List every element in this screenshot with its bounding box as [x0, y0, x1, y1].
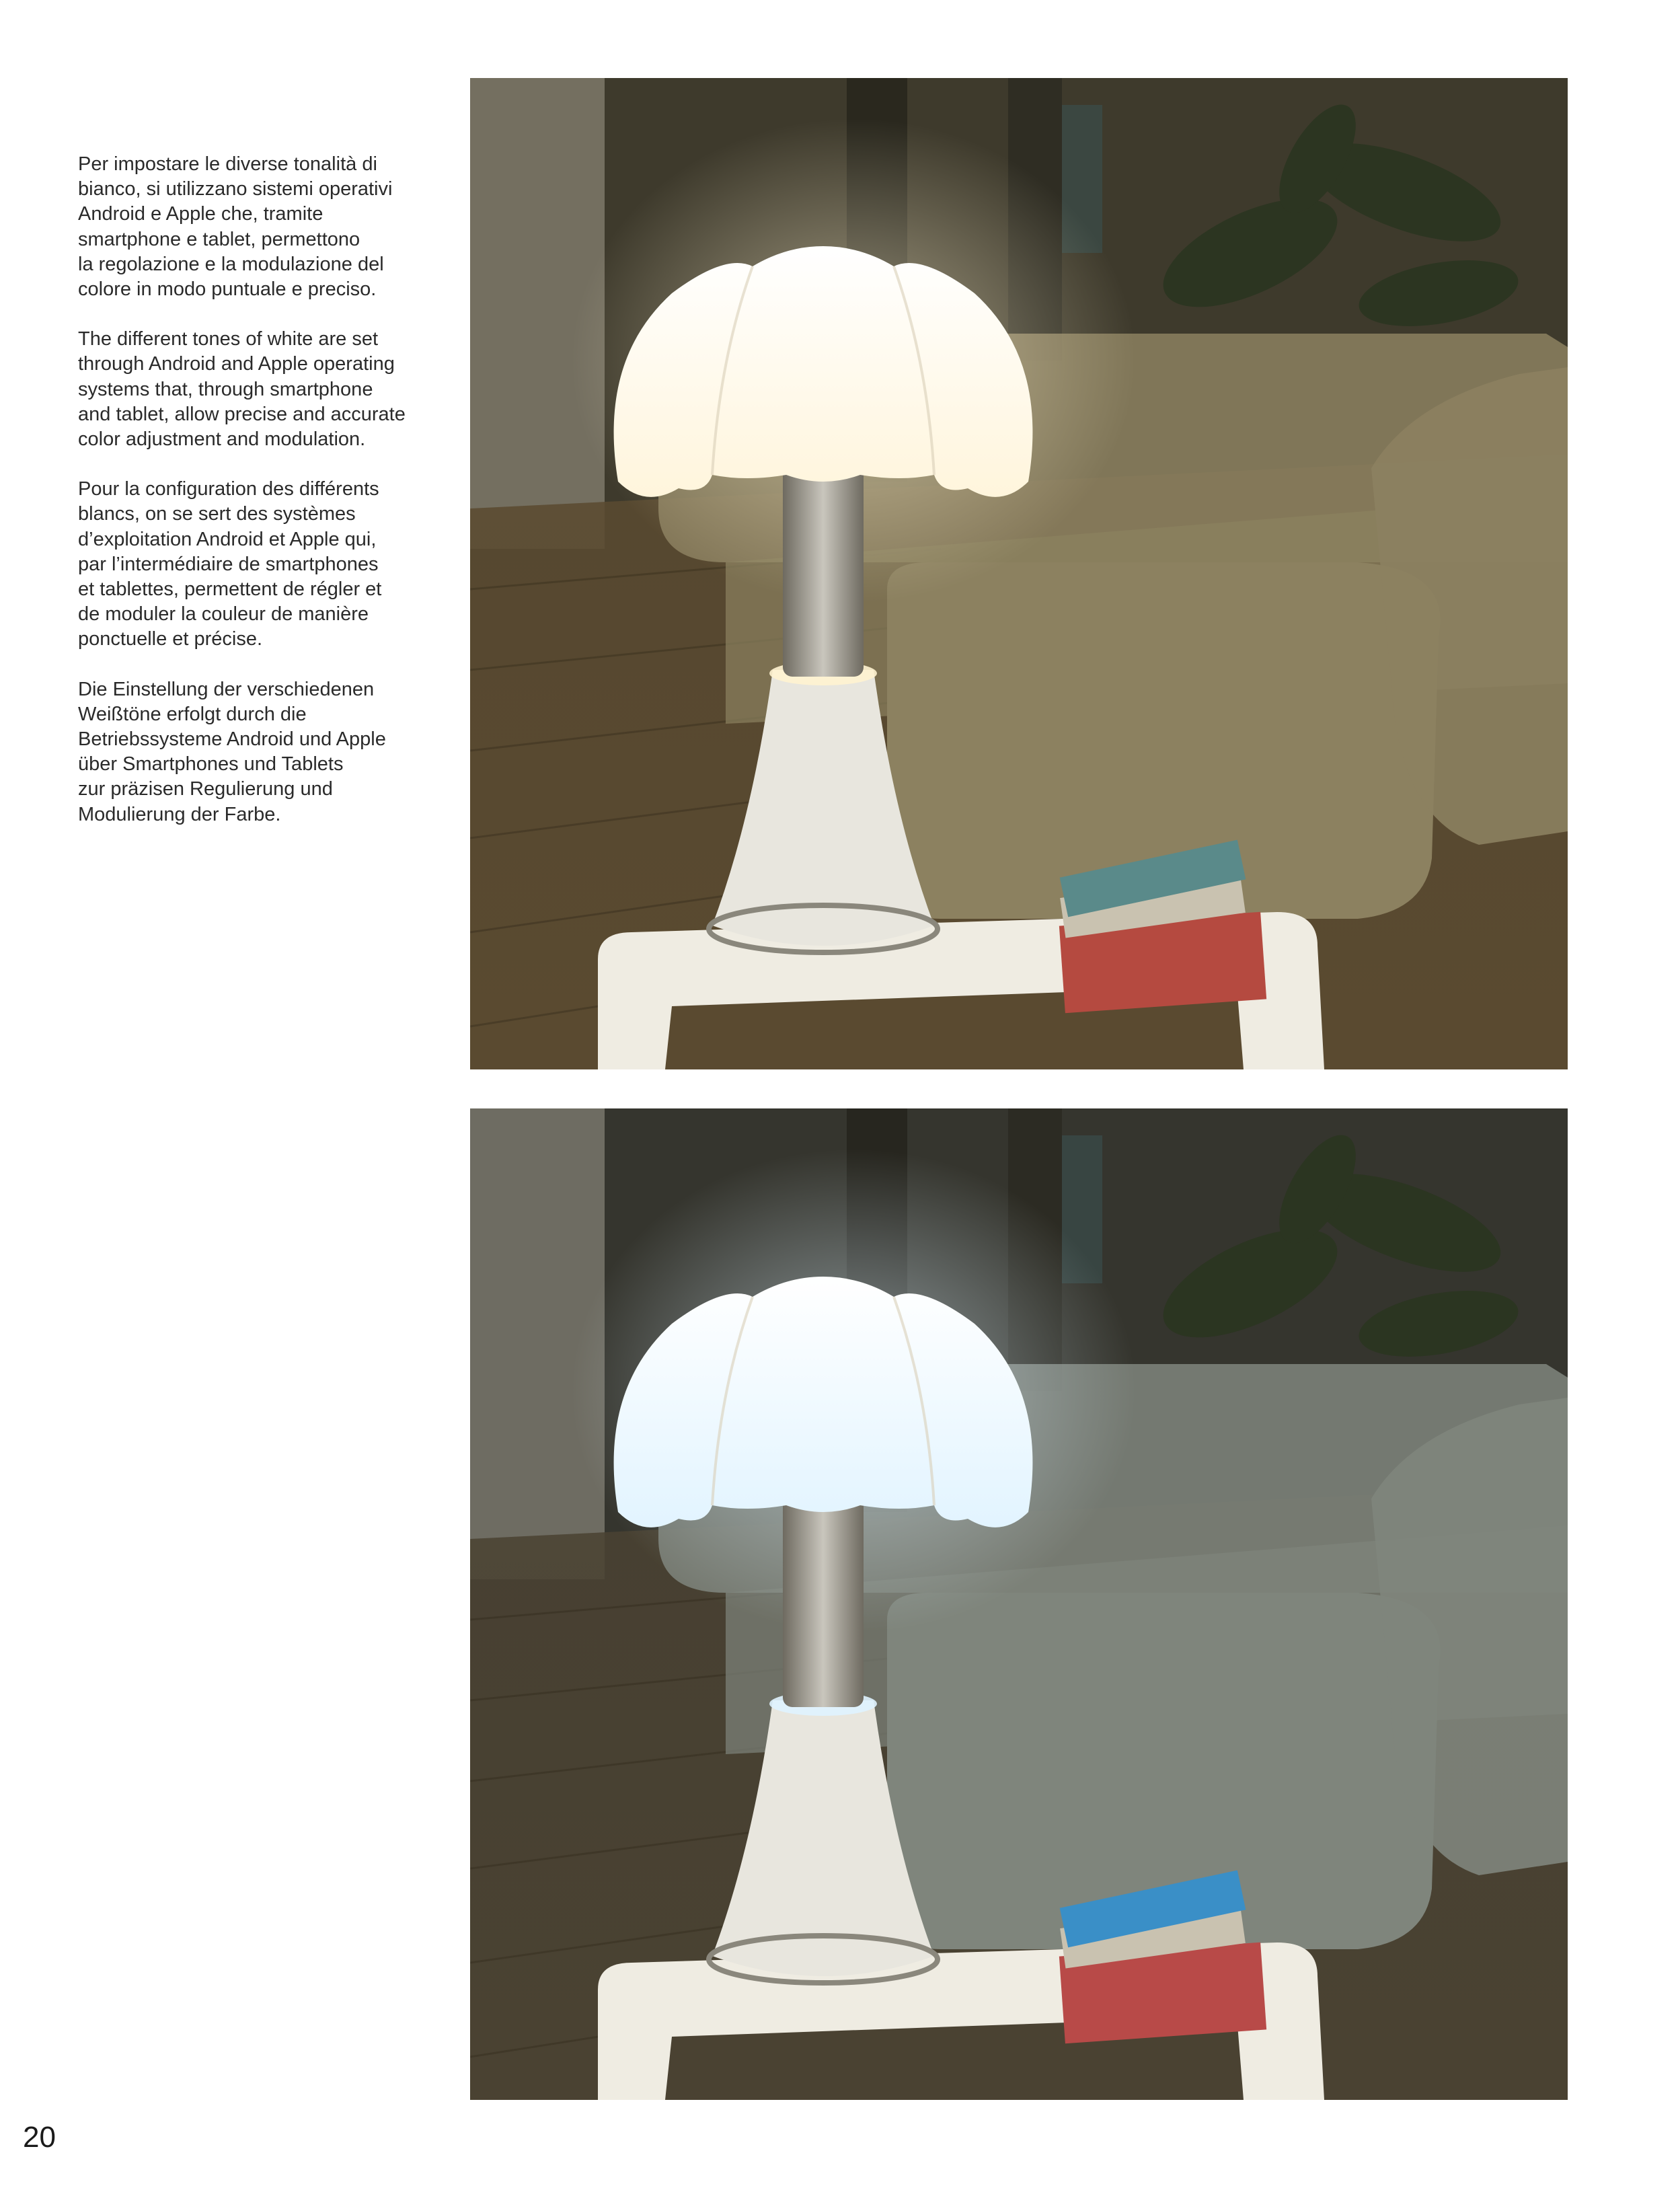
lamp-photo-cool-svg [470, 1108, 1568, 2100]
paragraph-german: Die Einstellung der verschiedenen Weißtöne erfolgt durch die Betriebssysteme Android und Apple über Smartphones und Tablets zur präzisen Regulierung und Modulierung der Farbe. [78, 678, 386, 825]
page-number: 20 [23, 2121, 56, 2154]
photo-lamp-warm-light [470, 78, 1568, 1069]
paragraph-italian: Per impostare le diverse tonalità di bianco, si utilizzano sistemi operativi Android e Apple che, tramite smartphone e tablet, permettono la regolazione e la modulazione del colore in modo puntuale e preciso. [78, 153, 393, 301]
photo-lamp-cool-light [470, 1108, 1568, 2100]
text-column [78, 152, 455, 852]
paragraph-french: Pour la configuration des différents blancs, on se sert des systèmes d’exploitation Android et Apple qui, par l’intermédiaire de smartphones et tablettes, permettent de régler et de moduler la couleur de manière ponctuelle et précise. [78, 478, 382, 650]
paragraph-english: The different tones of white are set through Android and Apple operating systems that, through smartphone and tablet, allow precise and accurate color adjustment and modulation. [78, 328, 406, 451]
lamp-stem [783, 455, 864, 677]
lamp-stem [783, 1485, 864, 1707]
lamp-photo-warm-svg [470, 78, 1568, 1069]
